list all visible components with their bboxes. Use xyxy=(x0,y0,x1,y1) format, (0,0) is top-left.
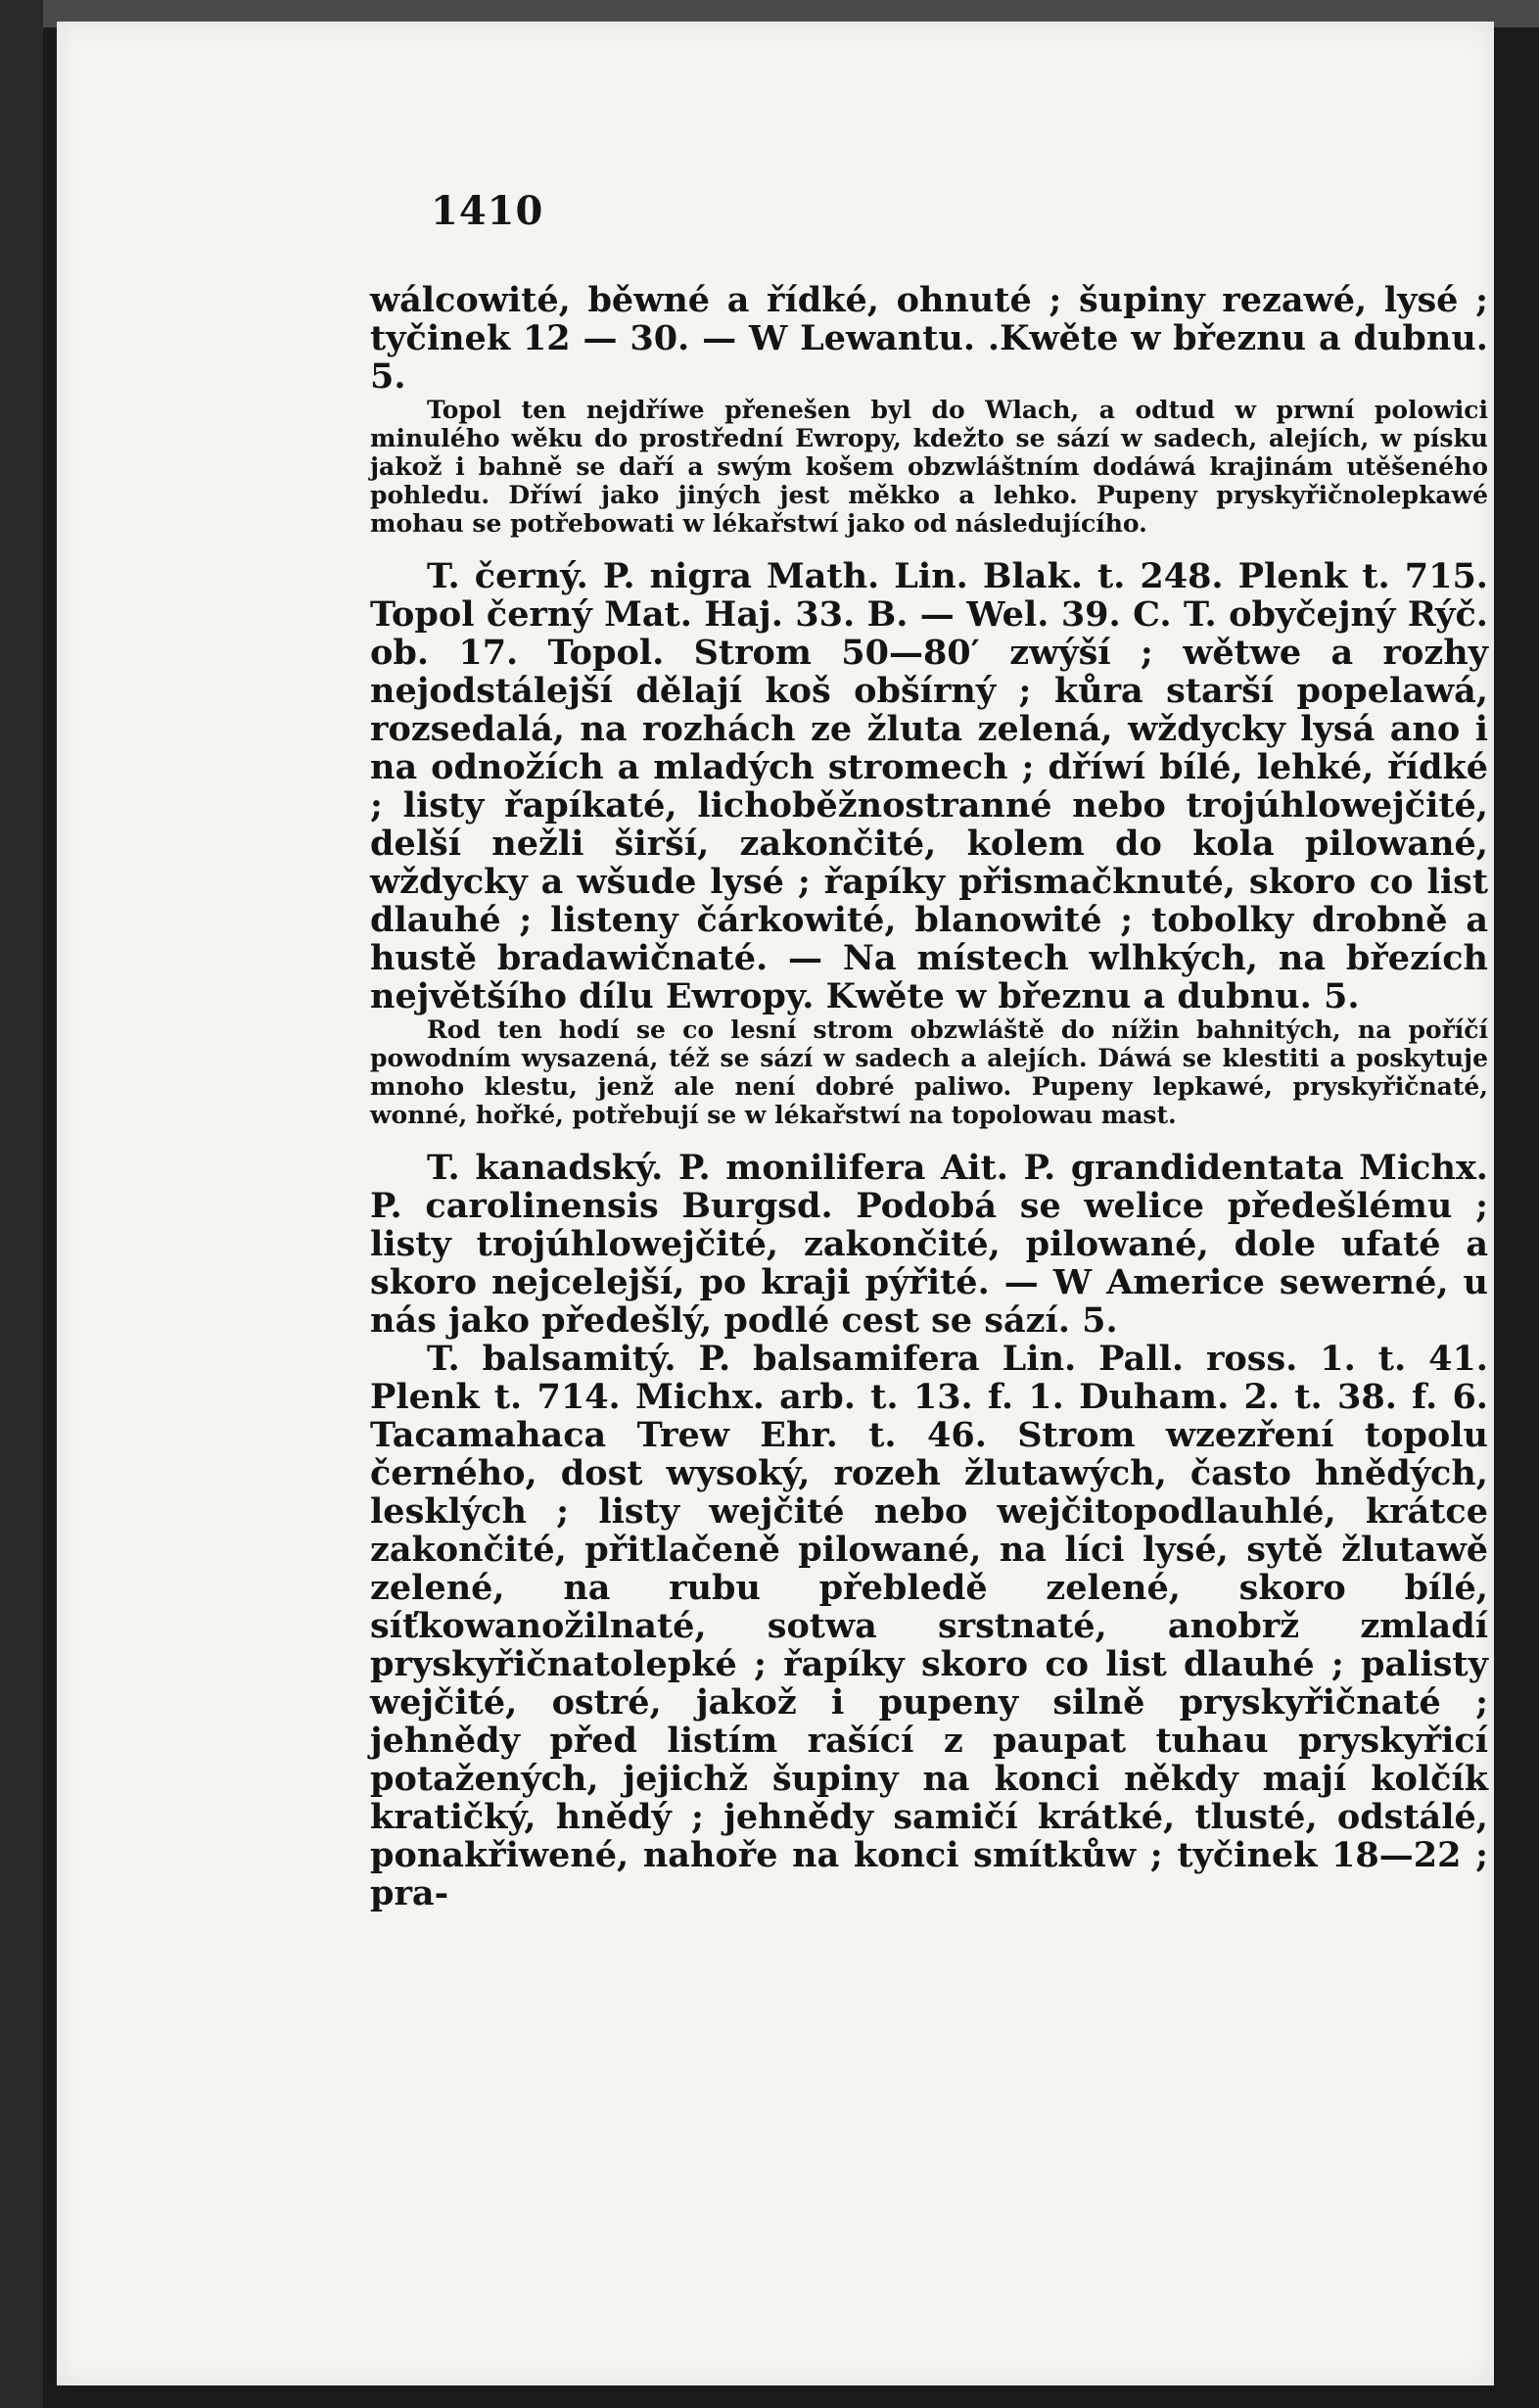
page-content xyxy=(370,188,1488,1912)
note-paragraph-2: Rod ten hodí se co lesní strom obzwláště do nížin bahnitých, na poříčí powodním wysazená, též se sází w sadech a alejích. Dáwá se klestiti a poskytuje mnoho klestu, jenž ale není dobré paliwo. Pupeny lepkawé, pryskyřičnaté, wonné, hořké, potřebují se w lékařstwí na topolowau mast. xyxy=(370,1015,1488,1129)
entry-topol-cerny: T. černý. P. nigra Math. Lin. Blak. t. 248. Plenk t. 715. Topol černý Mat. Haj. 33. B. — Wel. 39. C. T. obyčejný Rýč. ob. 17. Topol. Strom 50—80′ zwýší ; wětwe a rozhy nejodstálejší dělají koš obšírný ; kůra starší popelawá, rozsedalá, na rozhách ze žluta zelená, wždycky lysá ano i na odnožích a mladých stromech ; dříwí bílé, lehké, řídké ; listy řapíkaté, lichoběžnostranné nebo trojúhlowejčité, delší nežli širší, zakončité, kolem do kola pilowané, wždycky a wšude lysé ; řapíky přismačknuté, skoro co list dlauhé ; listeny čárkowité, blanowité ; tobolky drobně a hustě bradawičnaté. — Na místech wlhkých, na březích největšího dílu Ewropy. Kwěte w březnu a dubnu. 5. xyxy=(370,556,1488,1016)
page-number: 1410 xyxy=(431,188,544,234)
paragraph-continuation: wálcowité, běwné a řídké, ohnuté ; šupiny rezawé, lysé ; tyčinek 12 — 30. — W Lewantu. .Kwěte w březnu a dubnu. 5. xyxy=(370,280,1488,397)
entry-topol-kanadsky: T. kanadský. P. monilifera Ait. P. grandidentata Michx. P. carolinensis Burgsd. Podobá se welice předešlému ; listy trojúhlowejčité, zakončité, pilowané, dole ufaté a skoro nejcelejší, po kraji pýřité. — W Americe sewerné, u nás jako předešlý, podlé cest se sází. 5. xyxy=(370,1148,1488,1341)
scan-edge-left xyxy=(0,0,43,2408)
note-paragraph-1: Topol ten nejdříwe přenešen byl do Wlach, a odtud w prwní polowici minulého wěku do prostřední Ewropy, kdežto se sází w sadech, alejích, w písku jakož i bahně se daří a swým košem obzwláštním dodáwá krajinám utěšeného pohledu. Dříwí jako jiných jest měkko a lehko. Pupeny pryskyřičnolepkawé mohau se potřebowati w lékařstwí jako od následujícího. xyxy=(370,396,1488,538)
entry-topol-balsamity: T. balsamitý. P. balsamifera Lin. Pall. ross. 1. t. 41. Plenk t. 714. Michx. arb. t. 13. f. 1. Duham. 2. t. 38. f. 6. Tacamahaca Trew Ehr. t. 46. Strom wzezření topolu černého, dost wysoký, rozeh žlutawých, často hnědých, lesklých ; listy wejčité nebo wejčitopodlauhlé, krátce zakončité, přitlačeně pilowané, na líci lysé, sytě žlutawě zelené, na rubu přebledě zelené, skoro bílé, síťkowanožilnaté, sotwa srstnaté, anobrž zmladí pryskyřičnatolepké ; řapíky skoro co list dlauhé ; palisty wejčité, ostré, jakož i pupeny silně pryskyřičnaté ; jehnědy před listím rašící z paupat tuhau pryskyřicí potažených, jejichž šupiny na konci někdy mají kolčík kratičký, hnědý ; jehnědy samičí krátké, tlusté, odstálé, ponakřiwené, nahoře na konci smítkůw ; tyčinek 18—22 ; pra- xyxy=(370,1339,1488,1913)
book-page xyxy=(57,22,1494,2385)
